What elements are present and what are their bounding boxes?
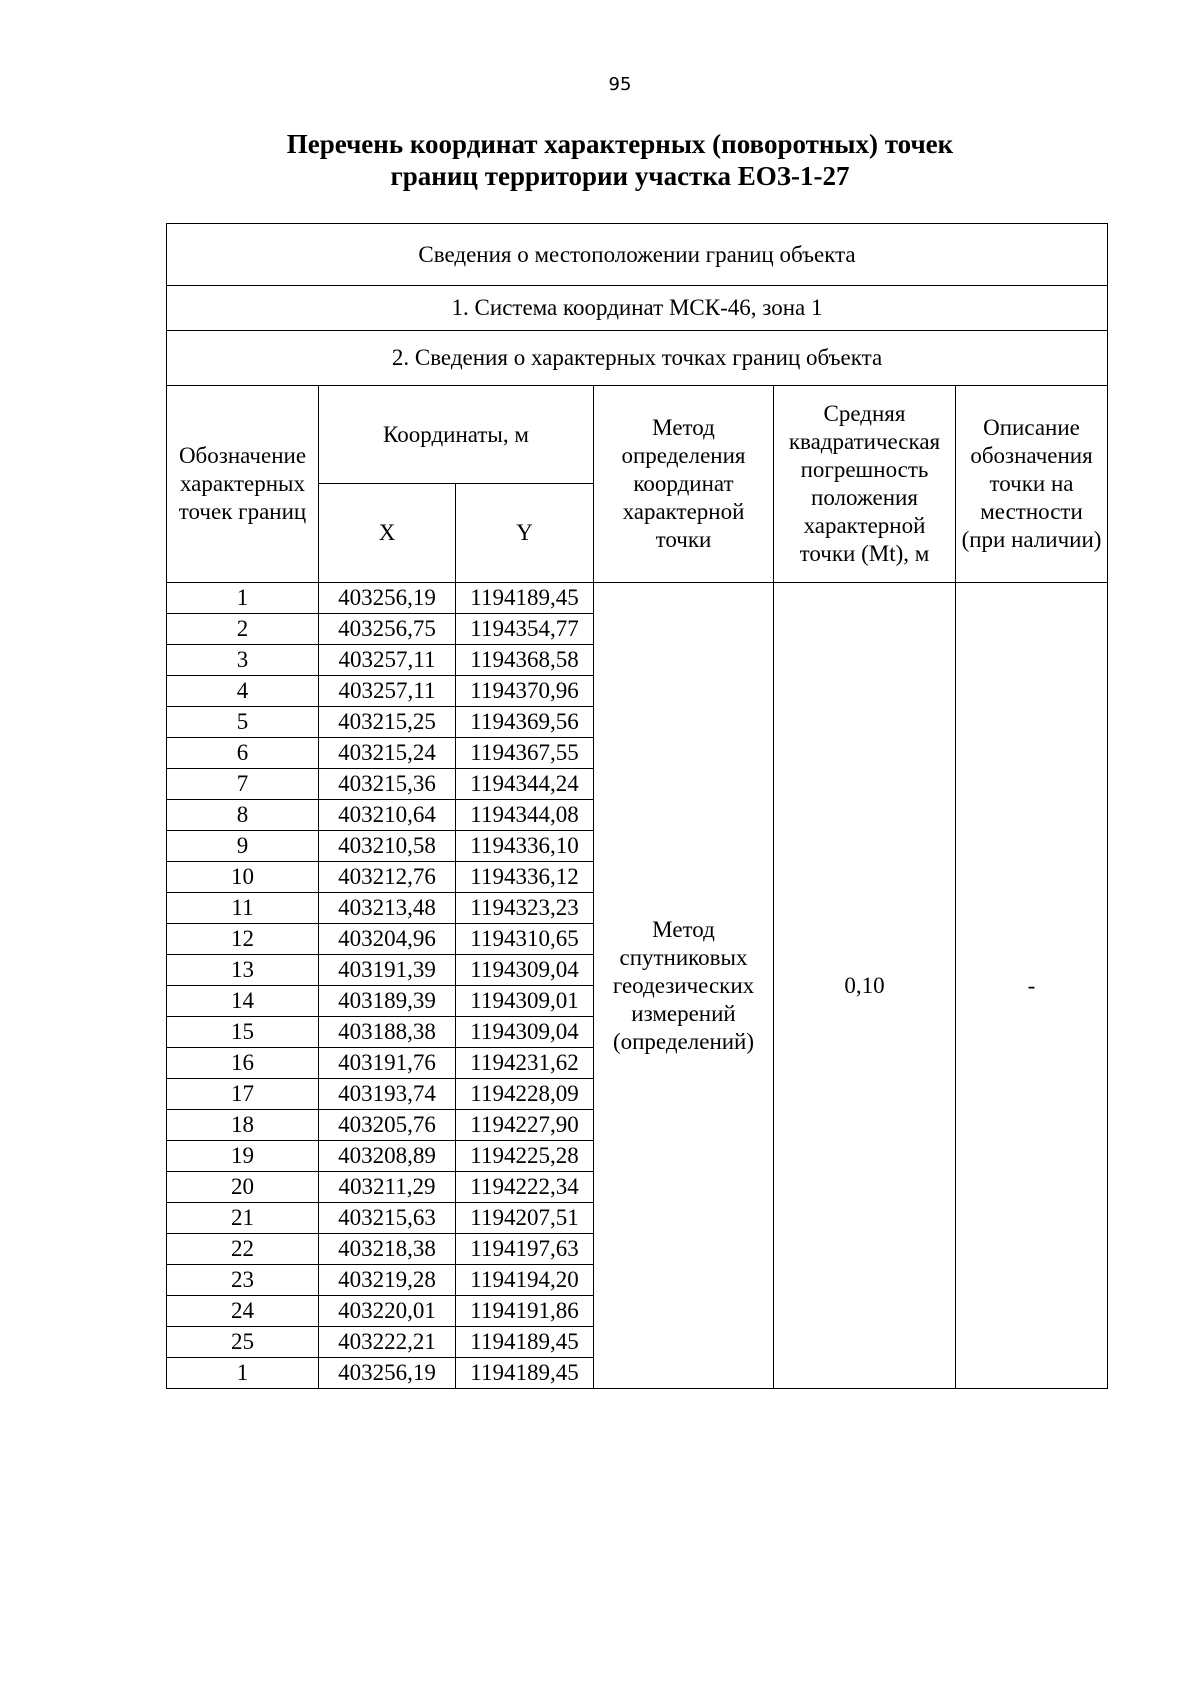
point-number: 1 <box>167 1358 319 1389</box>
point-y: 1194207,51 <box>456 1203 594 1234</box>
header-description: Описание обозначения точки на местности (при наличии) <box>956 386 1108 583</box>
point-number: 24 <box>167 1296 319 1327</box>
point-x: 403188,38 <box>319 1017 456 1048</box>
point-y: 1194336,10 <box>456 831 594 862</box>
coordinate-system: 1. Система координат МСК-46, зона 1 <box>167 286 1108 331</box>
point-y: 1194191,86 <box>456 1296 594 1327</box>
point-number: 25 <box>167 1327 319 1358</box>
point-x: 403191,76 <box>319 1048 456 1079</box>
point-y: 1194189,45 <box>456 1327 594 1358</box>
point-x: 403212,76 <box>319 862 456 893</box>
point-y: 1194189,45 <box>456 1358 594 1389</box>
point-x: 403211,29 <box>319 1172 456 1203</box>
point-x: 403210,58 <box>319 831 456 862</box>
point-x: 403205,76 <box>319 1110 456 1141</box>
point-x: 403213,48 <box>319 893 456 924</box>
point-y: 1194370,96 <box>456 676 594 707</box>
point-number: 23 <box>167 1265 319 1296</box>
section-header: Сведения о местоположении границ объекта <box>167 224 1108 286</box>
point-x: 403193,74 <box>319 1079 456 1110</box>
point-y: 1194369,56 <box>456 707 594 738</box>
point-y: 1194323,23 <box>456 893 594 924</box>
point-number: 20 <box>167 1172 319 1203</box>
point-x: 403204,96 <box>319 924 456 955</box>
point-number: 4 <box>167 676 319 707</box>
point-number: 8 <box>167 800 319 831</box>
point-number: 19 <box>167 1141 319 1172</box>
point-number: 2 <box>167 614 319 645</box>
point-y: 1194231,62 <box>456 1048 594 1079</box>
point-y: 1194367,55 <box>456 738 594 769</box>
title-line-2: границ территории участка ЕОЗ-1-27 <box>390 161 850 191</box>
point-y: 1194344,24 <box>456 769 594 800</box>
page-number: 95 <box>608 74 632 95</box>
point-number: 22 <box>167 1234 319 1265</box>
point-y: 1194309,04 <box>456 1017 594 1048</box>
point-number: 14 <box>167 986 319 1017</box>
point-y: 1194344,08 <box>456 800 594 831</box>
point-x: 403189,39 <box>319 986 456 1017</box>
point-number: 1 <box>167 583 319 614</box>
point-number: 21 <box>167 1203 319 1234</box>
point-x: 403218,38 <box>319 1234 456 1265</box>
point-y: 1194354,77 <box>456 614 594 645</box>
point-y: 1194227,90 <box>456 1110 594 1141</box>
point-number: 18 <box>167 1110 319 1141</box>
point-y: 1194309,04 <box>456 955 594 986</box>
point-y: 1194368,58 <box>456 645 594 676</box>
header-designation: Обозначение характерных точек границ <box>167 386 319 583</box>
point-number: 15 <box>167 1017 319 1048</box>
point-x: 403257,11 <box>319 645 456 676</box>
point-x: 403222,21 <box>319 1327 456 1358</box>
point-x: 403210,64 <box>319 800 456 831</box>
header-x: X <box>319 484 456 583</box>
title-line-1: Перечень координат характерных (поворотных) точек <box>286 129 954 159</box>
table-row <box>167 583 1108 614</box>
point-y: 1194197,63 <box>456 1234 594 1265</box>
document-title <box>0 128 1200 192</box>
point-number: 3 <box>167 645 319 676</box>
point-y: 1194310,65 <box>456 924 594 955</box>
point-number: 10 <box>167 862 319 893</box>
point-x: 403191,39 <box>319 955 456 986</box>
point-number: 12 <box>167 924 319 955</box>
point-number: 16 <box>167 1048 319 1079</box>
point-x: 403215,25 <box>319 707 456 738</box>
coordinates-table <box>166 223 1108 1389</box>
point-number: 13 <box>167 955 319 986</box>
point-y: 1194222,34 <box>456 1172 594 1203</box>
point-y: 1194228,09 <box>456 1079 594 1110</box>
point-x: 403215,36 <box>319 769 456 800</box>
point-y: 1194309,01 <box>456 986 594 1017</box>
point-number: 17 <box>167 1079 319 1110</box>
point-x: 403208,89 <box>319 1141 456 1172</box>
method-value: Метод спутниковых геодезических измерений (определений) <box>594 583 774 1389</box>
point-x: 403256,19 <box>319 583 456 614</box>
point-x: 403257,11 <box>319 676 456 707</box>
point-x: 403215,24 <box>319 738 456 769</box>
point-x: 403219,28 <box>319 1265 456 1296</box>
header-coordinates: Координаты, м <box>319 386 594 484</box>
coordinates-rows <box>167 583 1108 1389</box>
point-x: 403215,63 <box>319 1203 456 1234</box>
header-error: Средняя квадратическая погрешность положения характерной точки (Mt), м <box>774 386 956 583</box>
point-number: 9 <box>167 831 319 862</box>
point-y: 1194225,28 <box>456 1141 594 1172</box>
point-number: 7 <box>167 769 319 800</box>
point-number: 6 <box>167 738 319 769</box>
point-y: 1194336,12 <box>456 862 594 893</box>
point-y: 1194194,20 <box>456 1265 594 1296</box>
points-header: 2. Сведения о характерных точках границ объекта <box>167 331 1108 386</box>
header-y: Y <box>456 484 594 583</box>
point-x: 403220,01 <box>319 1296 456 1327</box>
point-number: 5 <box>167 707 319 738</box>
point-y: 1194189,45 <box>456 583 594 614</box>
description-value: - <box>956 583 1108 1389</box>
error-value: 0,10 <box>774 583 956 1389</box>
header-method: Метод определения координат характерной точки <box>594 386 774 583</box>
point-x: 403256,19 <box>319 1358 456 1389</box>
point-x: 403256,75 <box>319 614 456 645</box>
point-number: 11 <box>167 893 319 924</box>
